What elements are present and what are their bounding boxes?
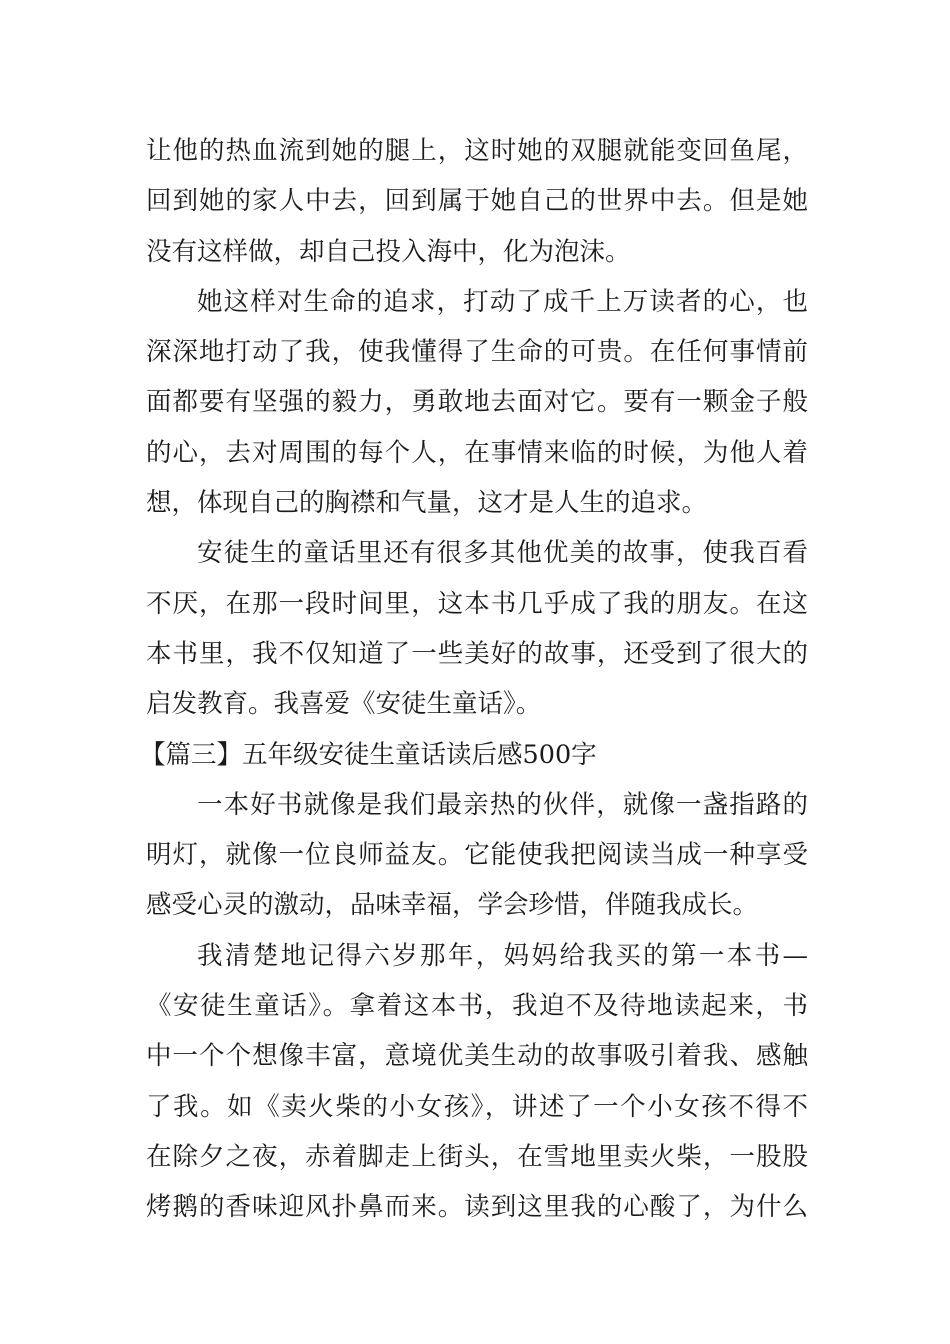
- paragraph-first-line: 安徒生的童话里还有很多其他优美的故事，使我百看: [197, 538, 808, 569]
- paragraph-first-line: 她这样对生命的追求，打动了成千上万读者的心，也: [197, 286, 808, 317]
- text-line: 烤鹅的香味迎风扑鼻而来。读到这里我的心酸了，为什么: [146, 1192, 808, 1223]
- text-line: 深深地打动了我，使我懂得了生命的可贵。在任何事情前: [146, 337, 808, 368]
- text-line: 让他的热血流到她的腿上，这时她的双腿就能变回鱼尾，: [146, 136, 808, 166]
- paragraph-first-line: 一本好书就像是我们最亲热的伙伴，就像一盏指路的: [197, 789, 808, 820]
- text-line: 中一个个想像丰富，意境优美生动的故事吸引着我、感触: [146, 1041, 808, 1072]
- text-line: 本书里，我不仅知道了一些美好的故事，还受到了很大的: [146, 638, 808, 669]
- text-line: 明灯，就像一位良师益友。它能使我把阅读当成一种享受: [146, 840, 808, 871]
- section-heading: 【篇三】五年级安徒生童话读后感500字: [140, 739, 597, 770]
- text-line: 回到她的家人中去，回到属于她自己的世界中去。但是她: [146, 186, 808, 217]
- text-line: 了我。如《卖火柴的小女孩》，讲述了一个小女孩不得不: [146, 1091, 808, 1122]
- document-body: [140, 126, 808, 1233]
- text-line: 《安徒生童话》。拿着这本书，我迫不及待地读起来，书: [146, 991, 808, 1022]
- text-line: 不厌，在那一段时间里，这本书几乎成了我的朋友。在这: [146, 588, 808, 619]
- paragraph-first-line: 我清楚地记得六岁那年，妈妈给我买的第一本书—: [197, 940, 808, 971]
- text-line: 没有这样做，却自己投入海中，化为泡沫。: [146, 236, 631, 267]
- text-line: 感受心灵的激动，品味幸福，学会珍惜，伴随我成长。: [146, 890, 759, 921]
- text-line: 在除夕之夜，赤着脚走上街头，在雪地里卖火柴，一股股: [146, 1141, 808, 1172]
- text-line: 启发教育。我喜爱《安徒生童话》。: [146, 689, 542, 720]
- text-line: 想，体现自己的胸襟和气量，这才是人生的追求。: [146, 488, 708, 519]
- text-line: 的心，去对周围的每个人，在事情来临的时候，为他人着: [146, 437, 808, 468]
- text-line: 面都要有坚强的毅力，勇敢地去面对它。要有一颗金子般: [146, 387, 808, 418]
